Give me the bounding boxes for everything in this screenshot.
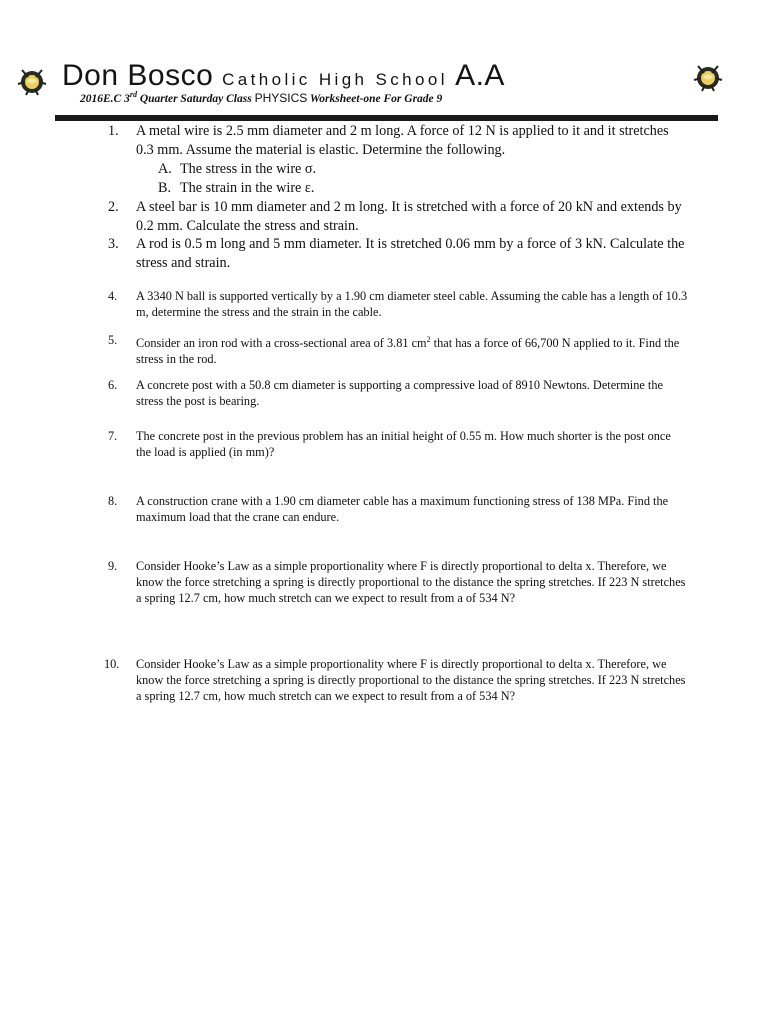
question-number: 6. [108,378,118,392]
subpart-b [158,179,314,198]
question-text [136,332,688,367]
school-name-part3: A.A [447,59,505,92]
subtitle-post: Worksheet-one For Grade 9 [307,92,443,105]
question-number: 9. [108,559,118,573]
question-10 [104,656,688,704]
question-9 [108,558,688,606]
subpart-text: The stress in the wire σ. [180,161,317,177]
question-text: A concrete post with a 50.8 cm diameter is supporting a compressive load of 8910 Newtons. Determine the stress the post is bearing. [136,378,663,408]
question-number: 4. [108,289,118,303]
worksheet-subtitle [80,90,442,105]
question-7 [108,428,688,460]
question-number: 5. [108,333,118,347]
question-5 [108,332,688,367]
question-number: 10. [104,657,120,671]
subpart-a [158,160,316,179]
question-6 [108,377,688,409]
subtitle-subject: PHYSICS [254,90,308,105]
subtitle-sup: rd [129,90,137,99]
question-text: A rod is 0.5 m long and 5 mm diameter. It is stretched 0.06 mm by a force of 3 kN. Calculate the stress and strain. [136,236,685,271]
question-4 [108,288,688,320]
question-text-sup: 2 [426,335,431,344]
subpart-text: The strain in the wire ε. [180,180,315,196]
question-2 [108,198,688,236]
question-8 [108,493,688,525]
question-3 [108,235,688,273]
question-text: A metal wire is 2.5 mm diameter and 2 m long. A force of 12 N is applied to it and it stretches 0.3 mm. Assume the material is elastic. Determine the following. [136,123,669,158]
question-text: A 3340 N ball is supported vertically by a 1.90 cm diameter steel cable. Assuming the cable has a length of 10.3 m, determine the stress and the strain in the cable. [136,289,688,319]
question-number: 7. [108,429,118,443]
question-number: 1. [108,123,119,139]
subpart-letter: A. [158,161,172,177]
header-divider [55,115,718,121]
question-text: A steel bar is 10 mm diameter and 2 m long. It is stretched with a force of 20 kN and extends by 0.2 mm. Calculate the stress and strain. [136,199,682,234]
question-number: 8. [108,494,118,508]
school-name-part1: Don Bosco [62,59,223,92]
question-text: Consider Hooke’s Law as a simple proportionality where F is directly proportional to delta x. Therefore, we know the force stretching a spring is directly proportional to the distance the spring stretches. If 223 N stretches a spring 12.7 cm, how much stretch can we expect to result from a of 534 N? [136,559,686,605]
question-number: 3. [108,236,119,252]
school-emblem-icon [12,62,52,102]
question-text-pre: Consider an iron rod with a cross-sectional area of 3.81 cm [136,336,427,351]
school-name-part2: Catholic High School [222,70,448,89]
question-1 [108,122,688,160]
subpart-letter: B. [158,180,172,196]
question-text-post: that has a force of 66,700 N applied to it. Find the stress in the rod. [136,336,680,367]
question-number: 2. [108,199,119,215]
question-text: Consider Hooke’s Law as a simple proportionality where F is directly proportional to delta x. Therefore, we know the force stretching a spring is directly proportional to the distance the spring stretches. If 223 N stretches a spring 12.7 cm, how much stretch can we expect to result from a of 534 N? [136,657,686,703]
question-text: The concrete post in the previous problem has an initial height of 0.55 m. How much shorter is the post once the load is applied (in mm)? [136,429,671,459]
subtitle-mid: Quarter Saturday Class [136,92,255,105]
subtitle-pre: 2016E.C 3 [80,92,130,105]
question-text: A construction crane with a 1.90 cm diameter cable has a maximum functioning stress of 138 MPa. Find the maximum load that the crane can endure. [136,494,669,524]
